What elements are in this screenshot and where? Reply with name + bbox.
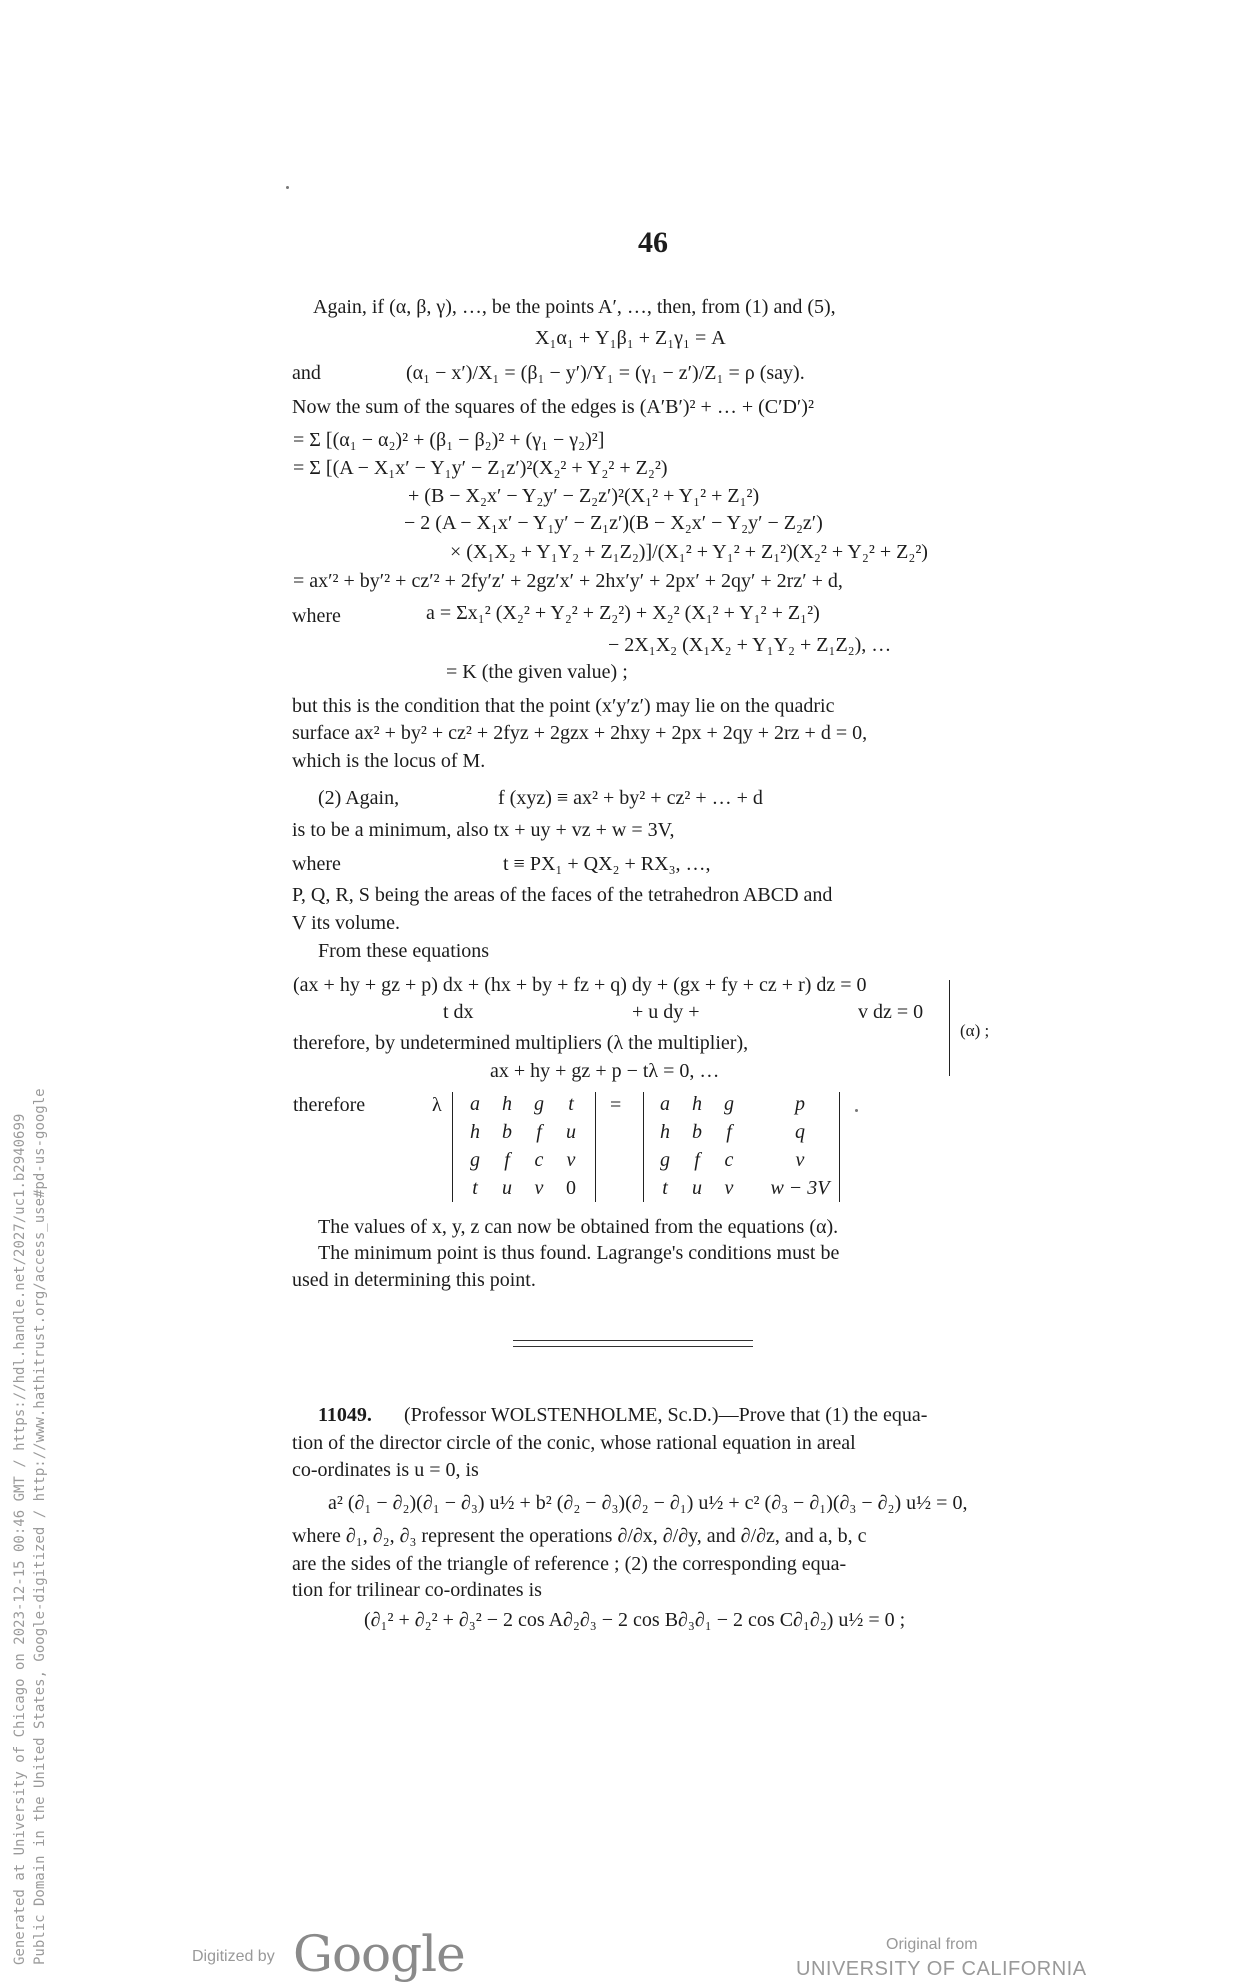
- equation: t dx: [443, 1001, 474, 1023]
- det-cell: g: [470, 1149, 480, 1171]
- det-cell: p: [795, 1093, 805, 1115]
- equation: × (X₁X₂ + Y₁Y₂ + Z₁Z₂)]/(X₁² + Y₁² + Z₁²)(X₂² + Y₂² + Z₂²): [450, 541, 928, 563]
- det-cell: a: [470, 1093, 480, 1115]
- determinant-bar: [643, 1092, 644, 1202]
- det-cell: f: [536, 1121, 542, 1143]
- equation: a = Σx₁² (X₂² + Y₂² + Z₂²) + X₂² (X₁² + Y₁² + Z₁²): [426, 602, 820, 624]
- equation: = ax′² + by′² + cz′² + 2fy′z′ + 2gz′x′ + 2hx′y′ + 2px′ + 2qy′ + 2rz′ + d,: [293, 570, 843, 592]
- text-line: co-ordinates is u = 0, is: [292, 1459, 479, 1481]
- determinant-bar: [595, 1092, 596, 1202]
- stamp-line: Generated at University of Chicago on 2023-12-15 00:46 GMT / https://hdl.handle.net/2027/uc1.b2940699: [12, 1113, 28, 1965]
- det-cell: h: [660, 1121, 670, 1143]
- equation: λ: [432, 1094, 442, 1116]
- text-line: The minimum point is thus found. Lagrange's conditions must be: [318, 1242, 840, 1264]
- text-line: therefore: [293, 1094, 366, 1116]
- det-cell: g: [724, 1093, 734, 1115]
- text-line: tion of the director circle of the conic, whose rational equation in areal: [292, 1432, 856, 1454]
- google-logo: Google: [293, 1925, 465, 1983]
- equation: v dz = 0: [858, 1001, 924, 1023]
- det-cell: f: [694, 1149, 700, 1171]
- det-cell: w − 3V: [770, 1177, 830, 1199]
- equation: = Σ [(α₁ − α₂)² + (β₁ − β₂)² + (γ₁ − γ₂)²]: [293, 429, 605, 451]
- digitized-by-label: Digitized by: [192, 1948, 275, 1965]
- equation: (α₁ − x′)/X₁ = (β₁ − y′)/Y₁ = (γ₁ − z′)/Z₁ = ρ (say).: [406, 362, 805, 384]
- section-divider: [513, 1346, 753, 1347]
- det-cell: q: [795, 1121, 805, 1143]
- det-cell: h: [470, 1121, 480, 1143]
- equation: (∂₁² + ∂₂² + ∂₃² − 2 cos A∂₂∂₃ − 2 cos B∂₃∂₁ − 2 cos C∂₁∂₂) u½ = 0 ;: [364, 1609, 906, 1631]
- equation: f (xyz) ≡ ax² + by² + cz² + … + d: [498, 787, 763, 809]
- equation: − 2 (A − X₁x′ − Y₁y′ − Z₁z′)(B − X₂x′ − Y₂y′ − Z₂z′): [404, 512, 823, 534]
- equation: X₁α₁ + Y₁β₁ + Z₁γ₁ = A: [535, 327, 726, 349]
- text-line: From these equations: [318, 940, 490, 962]
- brace: [949, 980, 950, 1076]
- text-line: are the sides of the triangle of reference ; (2) the corresponding equa-: [292, 1553, 847, 1575]
- det-cell: t: [662, 1177, 668, 1199]
- text-line: surface ax² + by² + cz² + 2fyz + 2gzx + 2hxy + 2px + 2qy + 2rz + d = 0,: [292, 722, 868, 744]
- text-line: where: [292, 605, 341, 627]
- text-line: used in determining this point.: [292, 1269, 536, 1291]
- det-cell: h: [502, 1093, 512, 1115]
- hathitrust-stamp: [10, 1088, 50, 1965]
- equation: (ax + hy + gz + p) dx + (hx + by + fz + q) dy + (gx + fy + cz + r) dz = 0: [293, 974, 867, 996]
- text-line: is to be a minimum, also tx + uy + vz + w = 3V,: [292, 819, 675, 841]
- page-number: 46: [638, 226, 668, 259]
- det-cell: c: [724, 1149, 734, 1171]
- det-cell: h: [692, 1093, 702, 1115]
- section-divider: [513, 1340, 753, 1341]
- text-line: and: [292, 362, 321, 384]
- det-cell: v: [534, 1177, 544, 1199]
- text-line: which is the locus of M.: [292, 750, 486, 772]
- det-cell: b: [692, 1121, 702, 1143]
- det-cell: u: [692, 1177, 702, 1199]
- det-cell: v: [795, 1149, 805, 1171]
- text-line: but this is the condition that the point (x′y′z′) may lie on the quadric: [292, 695, 835, 717]
- text-line: where: [292, 853, 341, 875]
- text-line: tion for trilinear co-ordinates is: [292, 1579, 542, 1601]
- text-line: Now the sum of the squares of the edges is (A′B′)² + … + (C′D′)²: [292, 396, 814, 418]
- text-line: Again, if (α, β, γ), …, be the points A′, …, then, from (1) and (5),: [313, 296, 836, 318]
- question-number: 11049.: [318, 1404, 372, 1426]
- det-cell: v: [724, 1177, 734, 1199]
- scan-speck: [855, 1109, 858, 1112]
- equation: + (B − X₂x′ − Y₂y′ − Z₂z′)²(X₁² + Y₁² + Z₁²): [408, 485, 760, 507]
- det-cell: c: [534, 1149, 544, 1171]
- det-cell: f: [726, 1121, 732, 1143]
- stamp-line: Public Domain in the United States, Google-digitized / http://www.hathitrust.org/access_use#pd-us-google: [32, 1088, 48, 1965]
- det-cell: b: [502, 1121, 512, 1143]
- equation: = Σ [(A − X₁x′ − Y₁y′ − Z₁z′)²(X₂² + Y₂² + Z₂²): [293, 457, 668, 479]
- text-line: where ∂₁, ∂₂, ∂₃ represent the operations ∂/∂x, ∂/∂y, and ∂/∂z, and a, b, c: [292, 1525, 867, 1547]
- det-cell: f: [504, 1149, 510, 1171]
- det-cell: t: [472, 1177, 478, 1199]
- det-cell: u: [502, 1177, 512, 1199]
- equation: =: [610, 1094, 622, 1116]
- text-line: V its volume.: [292, 912, 400, 934]
- det-cell: 0: [566, 1177, 576, 1199]
- det-cell: a: [660, 1093, 670, 1115]
- equation: − 2X₁X₂ (X₁X₂ + Y₁Y₂ + Z₁Z₂), …: [608, 634, 892, 656]
- original-from-label: Original from: [886, 1936, 978, 1953]
- det-cell: g: [534, 1093, 544, 1115]
- text-line: P, Q, R, S being the areas of the faces of the tetrahedron ABCD and: [292, 884, 833, 906]
- equation: a² (∂₁ − ∂₂)(∂₁ − ∂₃) u½ + b² (∂₂ − ∂₃)(∂₂ − ∂₁) u½ + c² (∂₃ − ∂₁)(∂₃ − ∂₂) u½ = 0,: [328, 1492, 968, 1514]
- equation: = K (the given value) ;: [446, 661, 628, 683]
- text-line: (2) Again,: [318, 787, 400, 809]
- equation: ax + hy + gz + p − tλ = 0, …: [490, 1060, 720, 1082]
- scan-speck: [286, 186, 289, 189]
- equation-label: (α) ;: [960, 1021, 990, 1040]
- text-line: therefore, by undetermined multipliers (λ the multiplier),: [293, 1032, 749, 1054]
- equation: t ≡ PX₁ + QX₂ + RX₃, …,: [503, 853, 711, 875]
- determinant-bar: [452, 1092, 453, 1202]
- det-cell: g: [660, 1149, 670, 1171]
- det-cell: u: [566, 1121, 576, 1143]
- institution-label: UNIVERSITY OF CALIFORNIA: [796, 1958, 1087, 1980]
- det-cell: v: [566, 1149, 576, 1171]
- text-line: (Professor WOLSTENHOLME, Sc.D.)—Prove that (1) the equa-: [404, 1404, 928, 1426]
- det-cell: t: [568, 1093, 574, 1115]
- text-line: The values of x, y, z can now be obtained from the equations (α).: [318, 1216, 839, 1238]
- equation: + u dy +: [632, 1001, 700, 1023]
